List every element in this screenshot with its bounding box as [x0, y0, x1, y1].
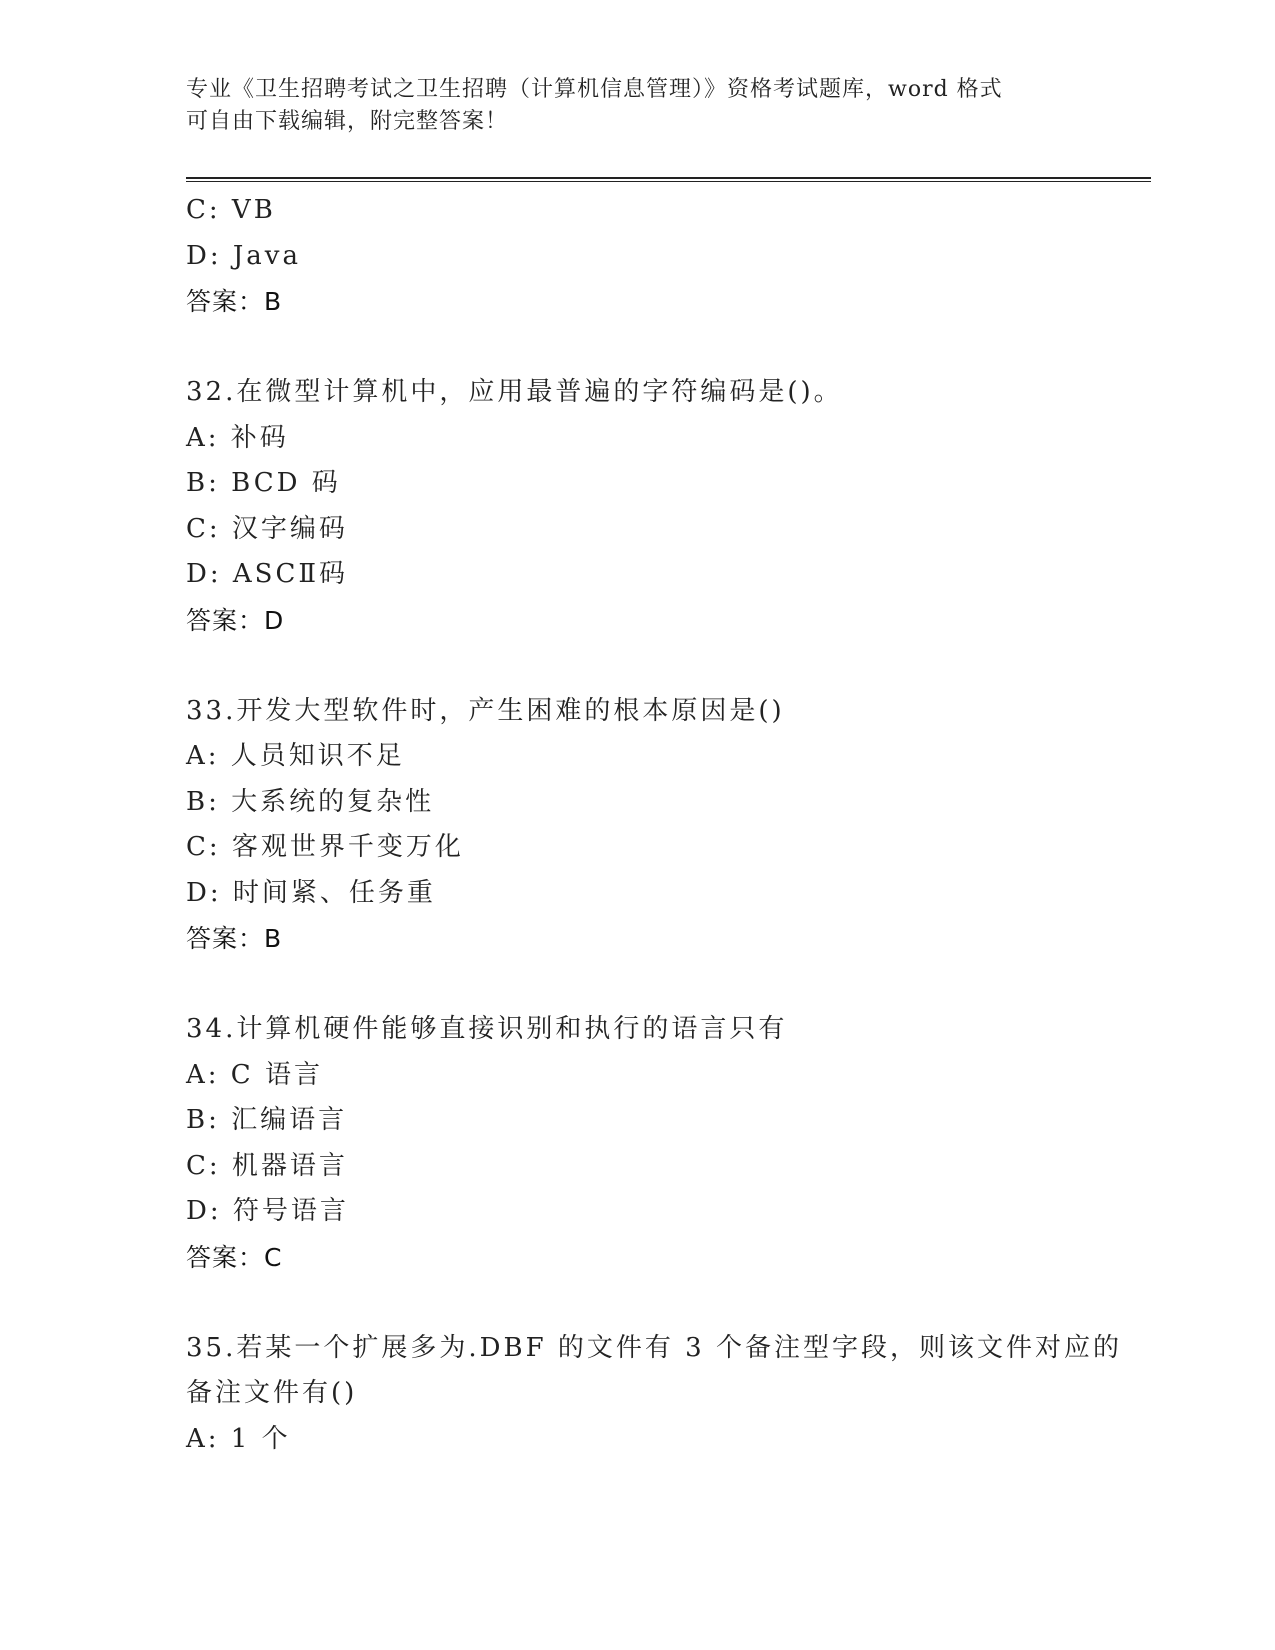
option-d: D: 符号语言 [186, 1196, 349, 1226]
header-line-2: 可自由下载编辑，附完整答案！ [186, 109, 509, 134]
spacer [186, 643, 1151, 689]
question-33 [186, 689, 1151, 962]
option-c: C: VB [186, 195, 276, 225]
option-c: C: 汉字编码 [186, 513, 348, 544]
question-32 [186, 370, 1151, 643]
question-text: 33.开发大型软件时，产生困难的根本原因是() [186, 695, 785, 726]
option-a: A: 人员知识不足 [186, 741, 405, 771]
option-b: B: BCD 码 [186, 468, 341, 498]
question-list [186, 188, 1151, 1462]
answer-line: 答案：C [186, 1242, 283, 1272]
option-b: B: 汇编语言 [186, 1105, 348, 1135]
option-c: C: 客观世界千变万化 [186, 832, 464, 862]
question-text-line-1: 35.若某一个扩展多为.DBF 的文件有 3 个备注型字段，则该文件对应的 [186, 1332, 1122, 1363]
page-header [186, 74, 1086, 138]
option-d: D: ASCⅡ码 [186, 559, 349, 589]
question-34 [186, 1007, 1151, 1280]
header-line-1: 专业《卫生招聘考试之卫生招聘（计算机信息管理）》资格考试题库，word 格式 [186, 77, 1003, 102]
option-b: B: 大系统的复杂性 [186, 786, 435, 817]
option-a: A: 补码 [186, 422, 289, 453]
option-d: D: 时间紧、任务重 [186, 877, 436, 908]
question-text: 32.在微型计算机中，应用最普遍的字符编码是()。 [186, 377, 843, 407]
option-c: C: 机器语言 [186, 1150, 348, 1181]
spacer [186, 325, 1151, 371]
question-text-line-2: 备注文件有() [186, 1378, 358, 1408]
answer-line: 答案：B [186, 287, 283, 316]
option-d: D: Java [186, 240, 301, 271]
question-35 [186, 1326, 1151, 1463]
question-text: 34.计算机硬件能够直接识别和执行的语言只有 [186, 1014, 788, 1044]
question-31-tail [186, 188, 1151, 325]
option-a: A: C 语言 [186, 1059, 323, 1090]
spacer [186, 962, 1151, 1008]
spacer [186, 1280, 1151, 1326]
answer-line: 答案：D [186, 605, 285, 635]
header-divider [186, 177, 1151, 182]
option-a: A: 1 个 [186, 1423, 291, 1454]
answer-line: 答案：B [186, 924, 283, 953]
